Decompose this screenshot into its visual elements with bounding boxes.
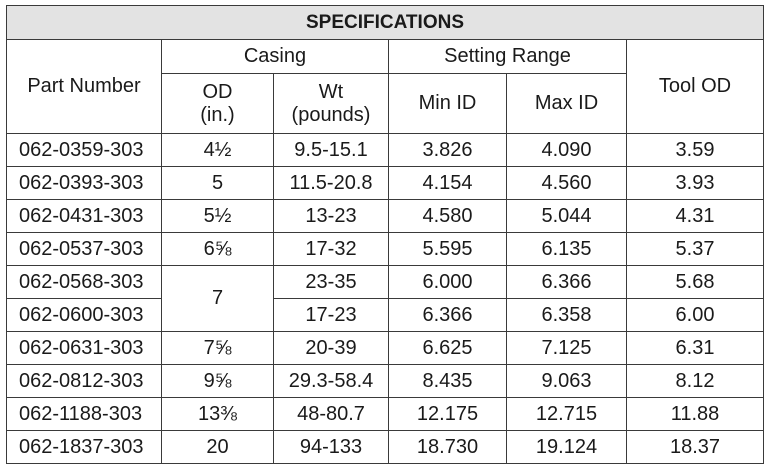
cell-casing-wt: 29.3-58.4: [274, 365, 389, 398]
cell-tool-od: 4.31: [627, 200, 764, 233]
header-wt-label: Wt: [318, 80, 344, 103]
cell-part-number: 062-1837-303: [7, 431, 162, 464]
specifications-table: [6, 5, 764, 464]
cell-casing-wt: 23-35: [274, 266, 389, 299]
cell-tool-od: 3.59: [627, 134, 764, 167]
cell-tool-od: 5.37: [627, 233, 764, 266]
cell-casing-od: 20: [162, 431, 274, 464]
cell-casing-od: 9⅝: [162, 365, 274, 398]
cell-min-id: 3.826: [389, 134, 507, 167]
cell-casing-od: 7: [162, 266, 274, 332]
cell-part-number: 062-0568-303: [7, 266, 162, 299]
cell-tool-od: 5.68: [627, 266, 764, 299]
table-row: [7, 431, 764, 464]
cell-max-id: 6.358: [507, 299, 627, 332]
cell-part-number: 062-0537-303: [7, 233, 162, 266]
cell-casing-od: 6⅝: [162, 233, 274, 266]
header-min-id: Min ID: [389, 74, 507, 134]
header-od-label: OD: [202, 80, 233, 103]
table-row: [7, 266, 764, 299]
cell-max-id: 4.090: [507, 134, 627, 167]
cell-min-id: 5.595: [389, 233, 507, 266]
header-od: [162, 74, 274, 134]
cell-max-id: 9.063: [507, 365, 627, 398]
cell-casing-wt: 17-32: [274, 233, 389, 266]
cell-part-number: 062-1188-303: [7, 398, 162, 431]
cell-part-number: 062-0359-303: [7, 134, 162, 167]
cell-casing-od: 5½: [162, 200, 274, 233]
header-od-unit: (in.): [200, 103, 235, 126]
cell-max-id: 4.560: [507, 167, 627, 200]
cell-casing-wt: 94-133: [274, 431, 389, 464]
cell-casing-wt: 9.5-15.1: [274, 134, 389, 167]
cell-min-id: 6.000: [389, 266, 507, 299]
header-part-number: Part Number: [7, 40, 162, 134]
cell-min-id: 18.730: [389, 431, 507, 464]
table-row: [7, 398, 764, 431]
cell-min-id: 4.154: [389, 167, 507, 200]
cell-part-number: 062-0631-303: [7, 332, 162, 365]
table-body: [7, 134, 764, 464]
cell-tool-od: 11.88: [627, 398, 764, 431]
header-wt-unit: (pounds): [291, 103, 371, 126]
table-row: [7, 167, 764, 200]
header-max-id: Max ID: [507, 74, 627, 134]
cell-max-id: 5.044: [507, 200, 627, 233]
cell-tool-od: 3.93: [627, 167, 764, 200]
table-row: [7, 134, 764, 167]
cell-min-id: 4.580: [389, 200, 507, 233]
cell-part-number: 062-0431-303: [7, 200, 162, 233]
cell-part-number: 062-0393-303: [7, 167, 162, 200]
table-row: [7, 233, 764, 266]
cell-max-id: 19.124: [507, 431, 627, 464]
cell-max-id: 6.366: [507, 266, 627, 299]
cell-max-id: 7.125: [507, 332, 627, 365]
cell-casing-wt: 20-39: [274, 332, 389, 365]
cell-min-id: 6.366: [389, 299, 507, 332]
table-row: [7, 332, 764, 365]
header-setting-range: Setting Range: [389, 40, 627, 74]
cell-tool-od: 6.31: [627, 332, 764, 365]
cell-casing-od: 13⅜: [162, 398, 274, 431]
cell-part-number: 062-0600-303: [7, 299, 162, 332]
cell-part-number: 062-0812-303: [7, 365, 162, 398]
cell-min-id: 12.175: [389, 398, 507, 431]
cell-tool-od: 8.12: [627, 365, 764, 398]
header-casing: Casing: [162, 40, 389, 74]
cell-min-id: 6.625: [389, 332, 507, 365]
cell-casing-wt: 48-80.7: [274, 398, 389, 431]
cell-max-id: 6.135: [507, 233, 627, 266]
table-row: [7, 299, 764, 332]
header-wt: [274, 74, 389, 134]
header-tool-od: Tool OD: [627, 40, 764, 134]
cell-casing-wt: 11.5-20.8: [274, 167, 389, 200]
cell-casing-od: 5: [162, 167, 274, 200]
cell-tool-od: 6.00: [627, 299, 764, 332]
table-row: [7, 365, 764, 398]
cell-casing-od: 7⅝: [162, 332, 274, 365]
table-row: [7, 200, 764, 233]
cell-min-id: 8.435: [389, 365, 507, 398]
cell-casing-wt: 13-23: [274, 200, 389, 233]
cell-max-id: 12.715: [507, 398, 627, 431]
cell-tool-od: 18.37: [627, 431, 764, 464]
cell-casing-od: 4½: [162, 134, 274, 167]
table-title: SPECIFICATIONS: [7, 6, 764, 40]
cell-casing-wt: 17-23: [274, 299, 389, 332]
